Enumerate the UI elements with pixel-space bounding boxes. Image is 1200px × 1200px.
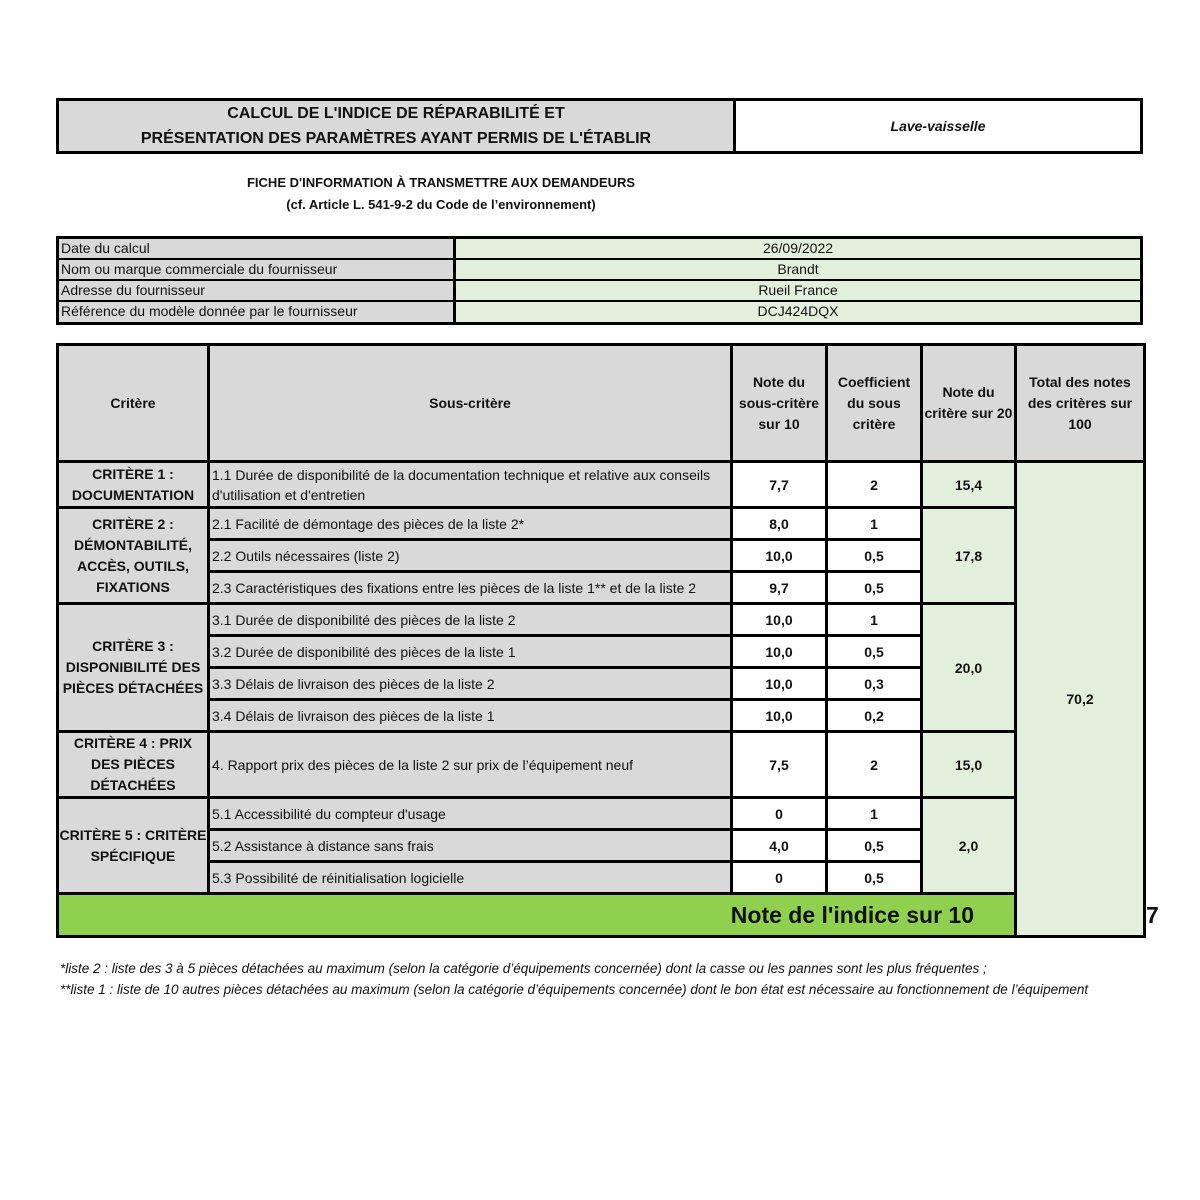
criterion-3-name: CRITÈRE 3 : DISPONIBILITÉ DES PIÈCES DÉTACHÉES [58,604,209,732]
criterion-3-score: 20,0 [922,604,1016,732]
table-row [58,604,1145,636]
info-value: DCJ424DQX [456,302,1140,322]
subcriterion-label: 5.1 Accessibilité du compteur d'usage [209,798,732,830]
title-header [56,98,1143,154]
subcriterion-coefficient: 1 [827,508,922,540]
header-coefficient: Coefficient du sous critère [827,345,922,462]
subcriterion-coefficient: 0,3 [827,668,922,700]
subcriterion-note: 10,0 [732,668,827,700]
subcriterion-coefficient: 0,5 [827,636,922,668]
header-note-sous-critere: Note du sous-critère sur 10 [732,345,827,462]
subcriterion-coefficient: 0,5 [827,862,922,894]
footnotes [60,958,1140,1010]
subcriterion-note: 0 [732,798,827,830]
subcriterion-label: 2.2 Outils nécessaires (liste 2) [209,540,732,572]
subcriterion-coefficient: 0,5 [827,572,922,604]
subcriterion-note: 10,0 [732,700,827,732]
criterion-1-name: CRITÈRE 1 : DOCUMENTATION [58,462,209,508]
subtitle [56,172,826,216]
subcriterion-coefficient: 0,2 [827,700,922,732]
header-critere: Critère [58,345,209,462]
subcriterion-note: 10,0 [732,540,827,572]
subcriterion-label: 3.3 Délais de livraison des pièces de la liste 2 [209,668,732,700]
info-label: Référence du modèle donnée par le fournisseur [59,302,456,322]
document-title [59,101,736,151]
header-note-critere: Note du critère sur 20 [922,345,1016,462]
subcriterion-note: 10,0 [732,636,827,668]
subcriterion-label: 5.2 Assistance à distance sans frais [209,830,732,862]
info-value: Brandt [456,260,1140,279]
subcriterion-coefficient: 2 [827,732,922,798]
info-value: 26/09/2022 [456,239,1140,258]
subcriterion-note: 0 [732,862,827,894]
subcriterion-note: 9,7 [732,572,827,604]
table-row [58,462,1145,508]
criterion-2-score: 17,8 [922,508,1016,604]
subcriterion-label: 5.3 Possibilité de réinitialisation logicielle [209,862,732,894]
subcriterion-coefficient: 2 [827,462,922,508]
final-score-row: Note de l'indice sur 10 7 [58,894,1145,937]
total-score: 70,2 [1016,462,1145,937]
subcriterion-note: 4,0 [732,830,827,862]
subtitle-line-1: FICHE D'INFORMATION À TRANSMETTRE AUX DEMANDEURS [246,175,636,190]
footnote-list-1: **liste 1 : liste de 10 autres pièces détachées au maximum (selon la catégorie d’équipements concernée) dont le bon état est nécessaire au fonctionnement de l’équipement [60,982,1089,997]
info-label: Nom ou marque commerciale du fournisseur [59,260,456,279]
subcriterion-coefficient: 0,5 [827,830,922,862]
subcriterion-label: 3.4 Délais de livraison des pièces de la liste 1 [209,700,732,732]
header-total: Total des notes des critères sur 100 [1016,345,1145,462]
info-label: Adresse du fournisseur [59,281,456,300]
subcriterion-coefficient: 1 [827,798,922,830]
header-sous-critere: Sous-critère [209,345,732,462]
subcriterion-label: 2.1 Facilité de démontage des pièces de la liste 2* [209,508,732,540]
criterion-5-score: 2,0 [922,798,1016,894]
subcriterion-coefficient: 0,5 [827,540,922,572]
subcriterion-note: 10,0 [732,604,827,636]
subcriterion-note: 7,7 [732,462,827,508]
subtitle-line-2: (cf. Article L. 541-9-2 du Code de l’environnement) [286,197,596,212]
subcriterion-label: 3.2 Durée de disponibilité des pièces de la liste 1 [209,636,732,668]
criterion-1-score: 15,4 [922,462,1016,508]
subcriterion-label: 1.1 Durée de disponibilité de la documentation technique et relative aux conseils d'utilisation et d'entretien [209,462,732,508]
final-score-label: Note de l'indice sur 10 [58,894,1016,937]
subcriterion-label: 2.3 Caractéristiques des fixations entre les pièces de la liste 1** et de la liste 2 [209,572,732,604]
table-header-row [58,345,1145,462]
criterion-2-name: CRITÈRE 2 : DÉMONTABILITÉ, ACCÈS, OUTILS, FIXATIONS [58,508,209,604]
product-category: Lave-vaisselle [890,118,986,134]
table-row [58,508,1145,540]
criterion-4-score: 15,0 [922,732,1016,798]
info-row-brand [59,260,1140,281]
criterion-5-name: CRITÈRE 5 : CRITÈRE SPÉCIFIQUE [58,798,209,894]
info-row-date [59,239,1140,260]
title-line-2: PRÉSENTATION DES PARAMÈTRES AYANT PERMIS DE L'ÉTABLIR [140,130,652,147]
subcriterion-coefficient: 1 [827,604,922,636]
info-label: Date du calcul [59,239,456,258]
info-row-reference [59,302,1140,322]
repairability-table [56,343,1159,938]
subcriterion-note: 8,0 [732,508,827,540]
info-value: Rueil France [456,281,1140,300]
supplier-info-table [56,236,1143,325]
criterion-4-name: CRITÈRE 4 : PRIX DES PIÈCES DÉTACHÉES [58,732,209,798]
subcriterion-label: 4. Rapport prix des pièces de la liste 2 sur prix de l’équipement neuf [209,732,732,798]
table-row [58,798,1145,830]
subcriterion-note: 7,5 [732,732,827,798]
title-line-1: CALCUL DE L'INDICE DE RÉPARABILITÉ ET [227,105,565,122]
footnote-list-2: *liste 2 : liste des 3 à 5 pièces détachées au maximum (selon la catégorie d’équipements concernée) dont la casse ou les pannes sont les plus fréquentes ; [60,961,987,976]
subcriterion-label: 3.1 Durée de disponibilité des pièces de la liste 2 [209,604,732,636]
table-row [58,732,1145,798]
info-row-address [59,281,1140,302]
